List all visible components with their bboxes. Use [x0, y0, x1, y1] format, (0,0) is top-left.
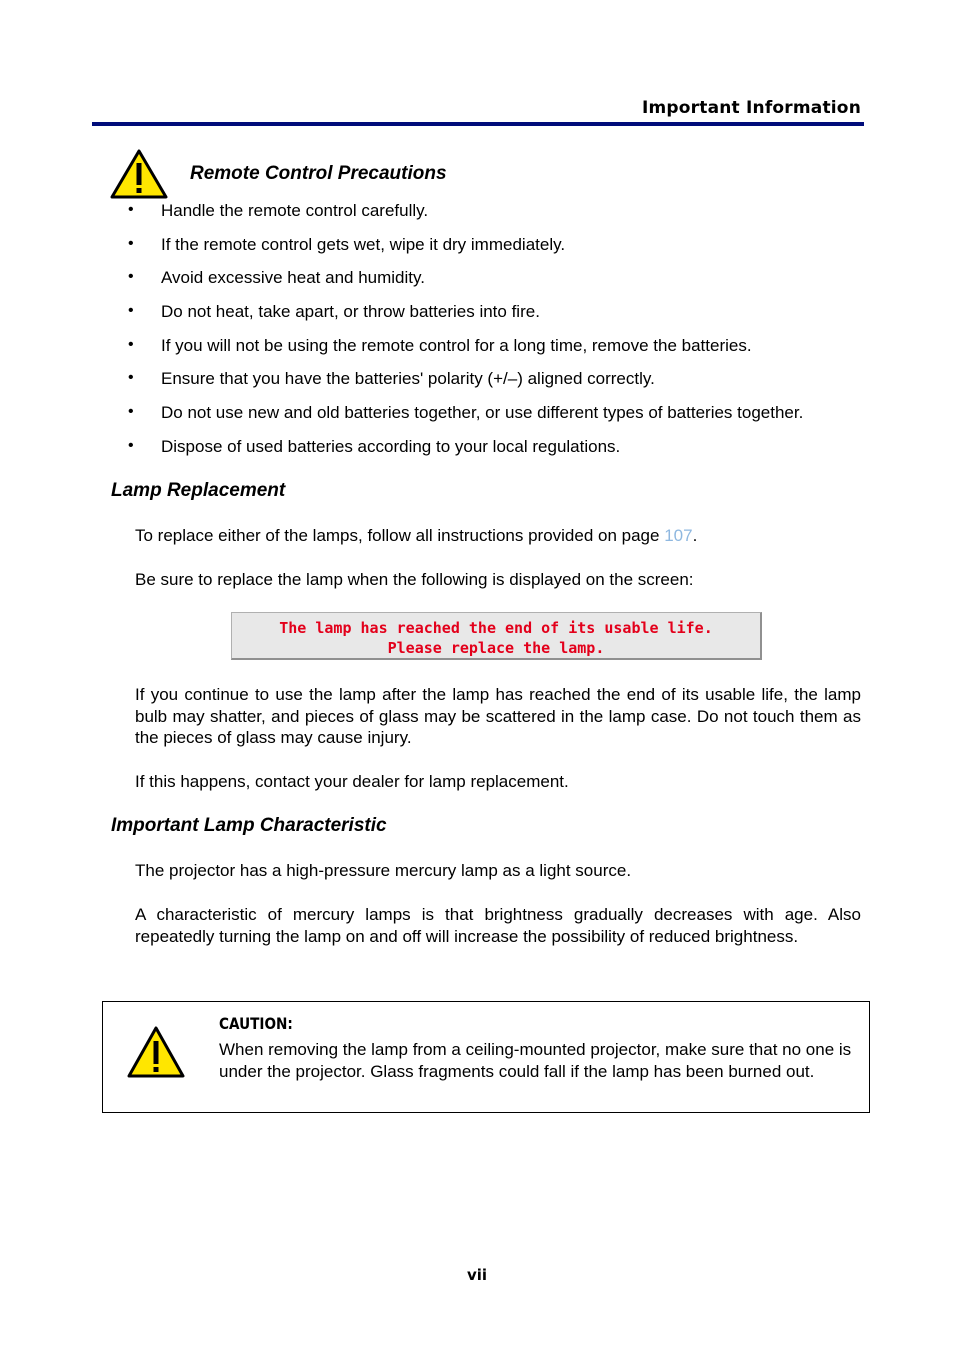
warning-triangle-icon [110, 149, 168, 199]
characteristic-paragraph-2: A characteristic of mercury lamps is that brightness gradually decreases with age. Also repeatedly turning the lamp on and off will increase the possibility of reduced brightness. [135, 905, 861, 946]
list-item: • Avoid excessive heat and humidity. [161, 268, 425, 288]
lamp-paragraph-1-suffix: . [692, 526, 698, 545]
caution-label: CAUTION: [219, 1014, 293, 1033]
lamp-paragraph-1-text: To replace either of the lamps, follow all instructions provided on page [135, 526, 665, 545]
remote-section-title: Remote Control Precautions [190, 163, 447, 184]
list-item: • If the remote control gets wet, wipe it dry immediately. [161, 235, 565, 255]
page-107-link[interactable]: 107 [664, 526, 693, 545]
header-title: Important Information [641, 98, 861, 118]
warning-triangle-icon [127, 1026, 185, 1078]
list-item: • Do not use new and old batteries together, or use different types of batteries together. [161, 403, 803, 423]
characteristic-section-title: Important Lamp Characteristic [111, 815, 387, 836]
caution-text: When removing the lamp from a ceiling-mounted projector, make sure that no one is under the projector. Glass fragments could fall if the lamp has been burned out. [219, 1040, 852, 1081]
list-item: • If you will not be using the remote control for a long time, remove the batteries. [161, 336, 752, 356]
header-rule [92, 122, 864, 126]
lamp-paragraph-1 [135, 525, 697, 547]
page-number: vii [466, 1266, 488, 1284]
characteristic-paragraph-1: The projector has a high-pressure mercury lamp as a light source. [135, 861, 632, 880]
lamp-paragraph-2: Be sure to replace the lamp when the following is displayed on the screen: [135, 570, 694, 589]
lamp-paragraph-3: If you continue to use the lamp after the lamp has reached the end of its usable life, the lamp bulb may shatter, and pieces of glass may be scattered in the lamp case. Do not touch them as the pieces of glass may cause injury. [135, 685, 861, 747]
list-item: • Dispose of used batteries according to your local regulations. [161, 437, 620, 457]
message-line-1: The lamp has reached the end of its usable life. [279, 619, 713, 637]
lamp-paragraph-4: If this happens, contact your dealer for lamp replacement. [135, 772, 569, 791]
lamp-end-of-life-message [231, 612, 762, 660]
list-item: • Handle the remote control carefully. [161, 201, 428, 221]
list-item: • Do not heat, take apart, or throw batteries into fire. [161, 302, 540, 322]
list-item: • Ensure that you have the batteries' polarity (+/–) aligned correctly. [161, 369, 655, 389]
lamp-section-title: Lamp Replacement [111, 480, 286, 501]
message-line-2: Please replace the lamp. [387, 639, 605, 657]
